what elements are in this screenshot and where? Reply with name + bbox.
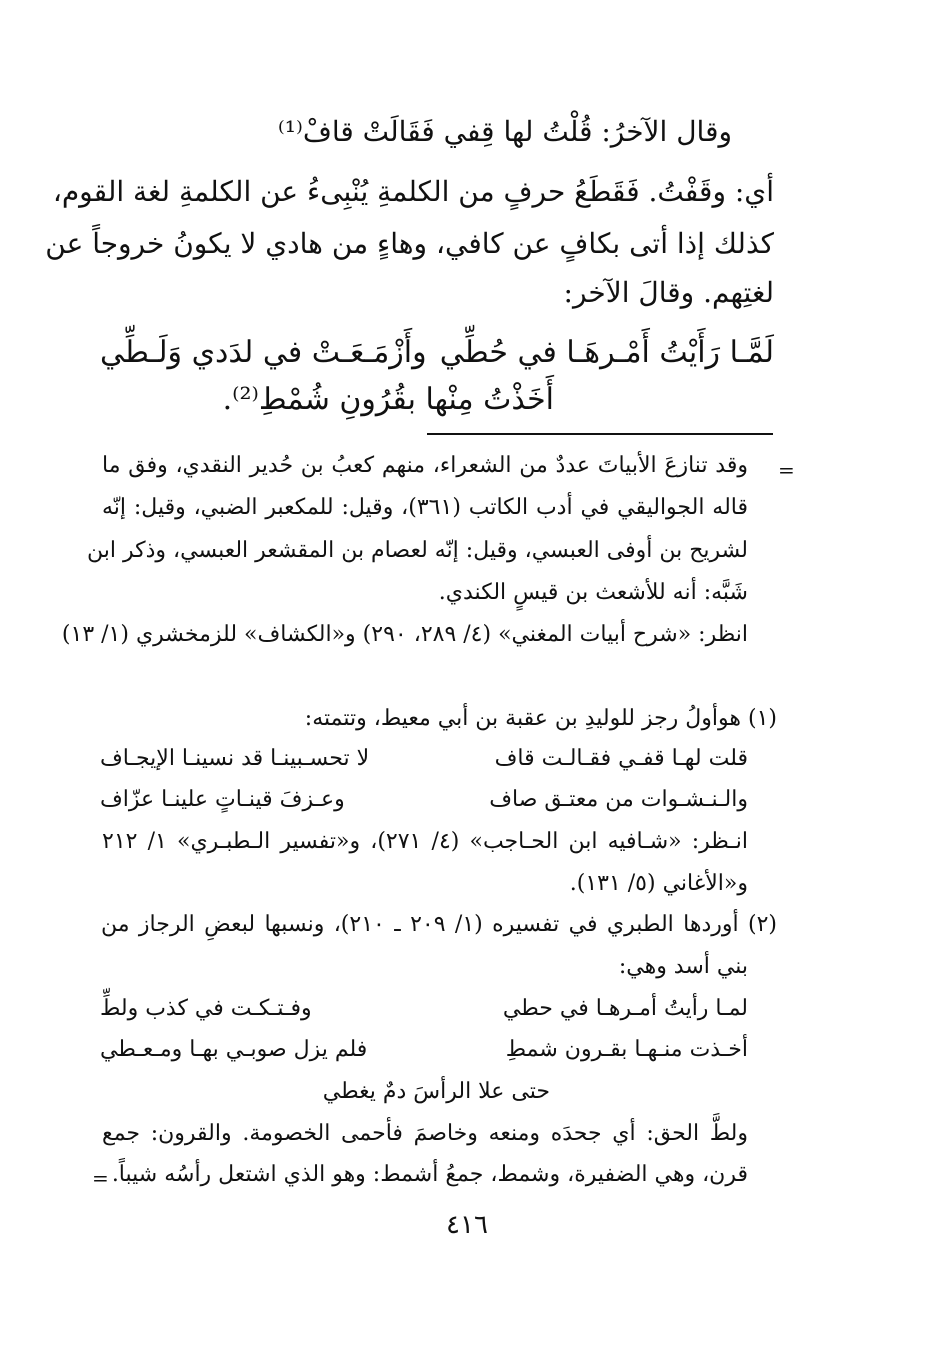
main-paragraph-line-2: كذلك إذا أتى بكافٍ عن كافي، وهاءٍ من هادي لا يكونُ خروجاً عن — [45, 227, 774, 260]
footnote-1-lead: (١) هوأولُ رجز للوليدِ بن عقبة بن أبي معيط، وتتمته: — [304, 706, 777, 731]
footnote-2-gloss-1: ولطَّ الحق: أي جحدَه ومنعه وخاصمَ فأحمى الخصومة. والقرون: جمع — [102, 1121, 748, 1146]
footnote-1-verse-2-left: وعـزفَ قينـاتٍ علينـا عزّاف — [100, 787, 345, 812]
continued-note-line-4: شَبَّه: أنه للأشعث بن قيسٍ الكندي. — [438, 580, 748, 605]
footnote-1-verse-1-left: لا تحسـبينـا قد نسينـا الإيجـاف — [100, 746, 370, 771]
footnote-2-lead-1: (٢) أوردها الطبري في تفسيره (١/ ٢٠٩ ـ ٢١٠)، ونسبها لبعضِ الرجاز من — [101, 912, 777, 937]
footnote-1-ref-1: انـظر: «شـافيه ابن الحـاجب» (٤/ ٢٧١)، و«تفسير الـطبـري» ١/ ٢١٢ — [102, 829, 749, 854]
footnote-1-verse-2-right: والـنـشـوات من معتـق صاف — [489, 787, 748, 812]
footnote-2-gloss-2: قرن، وهي الضفيرة، وشمط، جمعُ أشمط: وهو الذي اشتعل رأسُه شيباً. — [111, 1162, 748, 1187]
continued-note-line-3: لشريح بن أوفى العبسي، وقيل: إنّه لعصام بن المقشعر العبسي، وذكر ابن — [87, 538, 748, 563]
footnote-2-verse-1-right: لمـا رأيتُ أمـرهـا في حطي — [502, 996, 748, 1021]
continued-note-line-1: وقد تنازعَ الأبياتَ عددٌ من الشعراء، منهم كعبُ بن حُدير النقدي، وفق ما — [102, 453, 748, 478]
verse-hemistich-right: لَمَّـا رَأَيْتُ أَمْـرهَـا في حُطِّي — [439, 335, 774, 370]
footnote-separator — [427, 433, 773, 435]
continued-note-line-5: انظر: «شرح أبيات المغني» (٤/ ٢٨٩، ٢٩٠) و«الكشاف» للزمخشري (١/ ١٣) — [61, 622, 748, 647]
footnote-2-lead-2: بني أسد وهي: — [618, 954, 748, 979]
footnote-2-verse-1-left: وفـتـكـت في كذب ولطِّ — [100, 996, 312, 1021]
footnote-2-center-line: حتى علا الرأسَ دمٌ يغطي — [322, 1079, 550, 1104]
verse-line-2: أَخَذْتُ مِنْها بقُرُونِ شُمْطِ⁽²⁾. — [222, 382, 554, 417]
main-line-1: وقال الآخرُ: قُلْتُ لها قِفي فَقَالَتْ قافْ⁽¹⁾ — [277, 115, 732, 148]
main-paragraph-line-1: أي: وقَفْتُ. فَقَطَعُ حرفٍ من الكلمةِ يُنْبِىءُ عن الكلمةِ لغة القوم، — [52, 175, 774, 208]
page-number: ٤١٦ — [446, 1210, 488, 1240]
continues-marker: = — [92, 1166, 109, 1190]
footnote-1-ref-2: و«الأغاني (٥/ ١٣١). — [569, 871, 748, 896]
main-paragraph-line-3: لغتِهم. وقالَ الآخر: — [563, 276, 774, 309]
footnote-1-verse-1-right: قلت لهـا قفـي فقـالـت قاف — [494, 746, 748, 771]
verse-hemistich-left: وأَزْمَـعَـتْ في لدَدي وَلَـطِّي — [100, 335, 427, 370]
footnote-2-verse-2-left: فلم يزل صوبـي بهـا ومـعـطي — [100, 1037, 368, 1062]
continuation-marker: = — [778, 458, 795, 482]
continued-note-line-2: قاله الجواليقي في أدب الكاتب (٣٦١)، وقيل: للمكعبر الضبي، وقيل: إنّه — [102, 495, 748, 520]
footnote-2-verse-2-right: أخـذت منـهـا بقـرون شمطِ — [505, 1037, 748, 1062]
